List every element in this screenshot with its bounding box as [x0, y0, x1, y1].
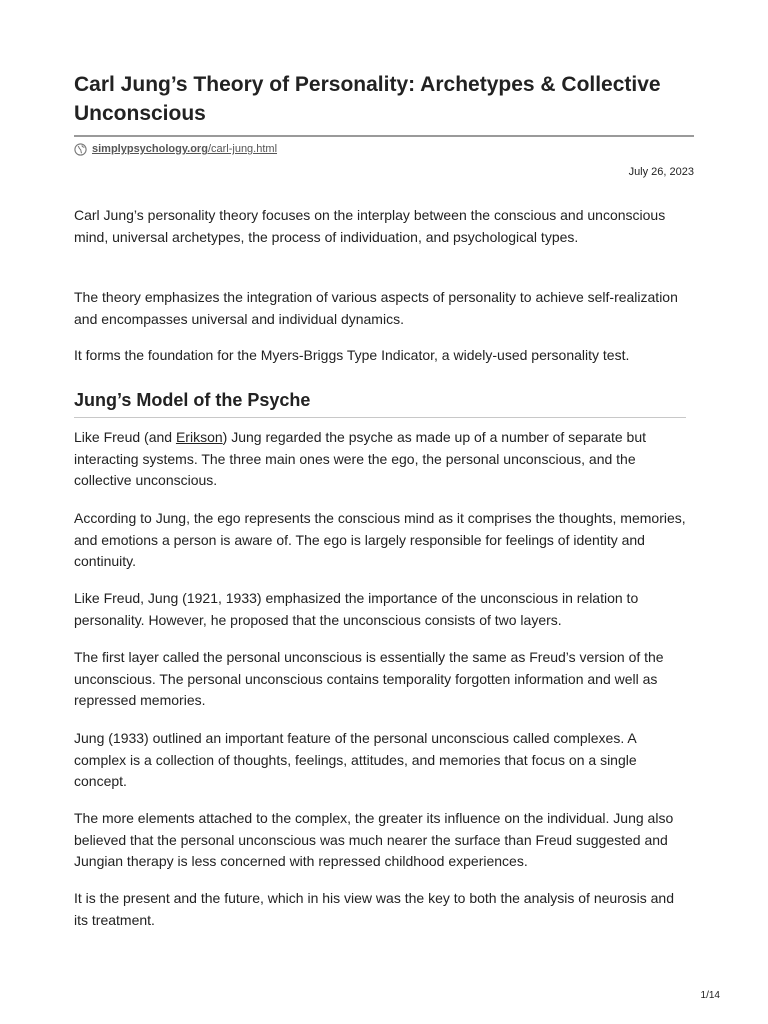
article-title: Carl Jung’s Theory of Personality: Archetypes & Collective Unconscious — [74, 73, 661, 125]
section-paragraph-2: According to Jung, the ego represents the conscious mind as it comprises the thoughts, memories, and emotions a person is aware of. The ego is largely responsible for feelings of identity and continuity. — [74, 510, 686, 569]
paragraph-text-before-link: Like Freud (and — [74, 429, 176, 445]
section-paragraph-3: Like Freud, Jung (1921, 1933) emphasized the importance of the unconscious in relation to personality. However, he proposed that the unconscious consists of two layers. — [74, 590, 639, 628]
page-number: 1/14 — [700, 990, 720, 1001]
section-divider — [74, 417, 686, 418]
source-line — [74, 141, 277, 157]
section-paragraph-1 — [74, 427, 689, 492]
globe-icon — [74, 143, 87, 156]
publish-date: July 26, 2023 — [628, 166, 694, 178]
section-paragraph-7: It is the present and the future, which in his view was the key to both the analysis of neurosis and its treatment. — [74, 890, 675, 928]
document-page — [74, 0, 694, 1024]
paragraph-text-after-link: ) Jung regarded the psyche as made up of a number of separate but interacting systems. The three main ones were the ego, the personal unconscious, and the collective unconscious. — [74, 429, 647, 488]
intro-paragraph-2: The theory emphasizes the integration of various aspects of personality to achieve self-realization and encompasses universal and individual dynamics. — [74, 289, 678, 327]
section-paragraph-5: Jung (1933) outlined an important feature of the personal unconscious called complexes. A complex is a collection of thoughts, feelings, attitudes, and memories that focus on a single concept. — [74, 730, 637, 789]
source-link[interactable] — [92, 143, 277, 155]
section-heading: Jung’s Model of the Psyche — [74, 390, 311, 410]
section-paragraph-6: The more elements attached to the complex, the greater its influence on the individual. Jung also believed that the personal unconscious was much nearer the surface than Freud suggested and Jungian therapy is less concerned with repressed childhood experiences. — [74, 810, 674, 869]
source-path: /carl-jung.html — [207, 143, 278, 155]
erikson-link[interactable]: Erikson — [175, 429, 223, 445]
source-domain: simplypsychology.org — [92, 143, 208, 155]
intro-paragraph-3: It forms the foundation for the Myers-Briggs Type Indicator, a widely-used personality test. — [74, 347, 630, 363]
title-divider — [74, 135, 694, 137]
intro-paragraph-1: Carl Jung’s personality theory focuses on the interplay between the conscious and unconscious mind, universal archetypes, the process of individuation, and psychological types. — [74, 207, 666, 245]
section-paragraph-4: The first layer called the personal unconscious is essentially the same as Freud’s version of the unconscious. The personal unconscious contains temporality forgotten information and well as repressed memories. — [74, 649, 664, 708]
